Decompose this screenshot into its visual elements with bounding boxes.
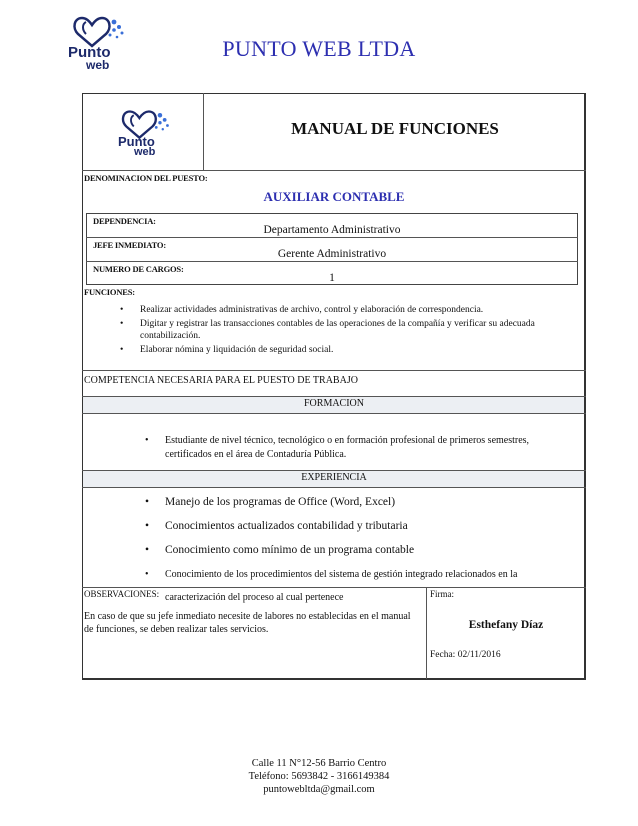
competence-title: COMPETENCIA NECESARIA PARA EL PUESTO DE TRABAJO bbox=[84, 375, 358, 386]
logo-text-2: web bbox=[86, 58, 110, 72]
divider bbox=[82, 587, 586, 588]
experiencia-list bbox=[145, 493, 565, 609]
signature-label: Firma: bbox=[430, 589, 454, 599]
functions-label: FUNCIONES: bbox=[84, 287, 135, 297]
experiencia-item: • Conocimiento de los procedimientos del sistema de gestión integrado relacionados en la caracterización del proceso al cual pertenece bbox=[145, 563, 565, 609]
divider bbox=[86, 237, 578, 238]
function-item: • Realizar actividades administrativas de archivo, control y elaboración de correspondencia. bbox=[120, 304, 582, 316]
observations-text: En caso de que su jefe inmediato necesite de labores no establecidas en el manual de funciones, se deben realizar tales servicios. bbox=[84, 611, 411, 635]
divider bbox=[82, 470, 586, 471]
divider bbox=[82, 170, 586, 171]
divider bbox=[82, 413, 586, 414]
divider bbox=[82, 396, 586, 397]
divider bbox=[82, 487, 586, 488]
position-label: DENOMINACION DEL PUESTO: bbox=[84, 173, 208, 183]
observations-label: OBSERVACIONES: bbox=[84, 589, 160, 599]
obs-divider bbox=[426, 587, 427, 679]
form-logo bbox=[112, 104, 178, 162]
footer-address: Calle 11 N°12-56 Barrio Centro bbox=[251, 758, 387, 769]
footer-phone: Teléfono: 5693842 - 3166149384 bbox=[248, 771, 390, 782]
signature-name: Esthefany Díaz bbox=[468, 619, 544, 631]
formacion-header: FORMACION bbox=[303, 398, 364, 409]
manual-title: MANUAL DE FUNCIONES bbox=[291, 119, 499, 138]
formacion-list bbox=[145, 434, 550, 462]
form-logo-text-1: Punto bbox=[118, 134, 155, 149]
position-value: AUXILIAR CONTABLE bbox=[263, 189, 405, 204]
logo-text-1: Punto bbox=[68, 44, 111, 61]
function-item: • Digitar y registrar las transacciones contables de las operaciones de la compañía y verificar su adecuada contabilización. bbox=[120, 318, 582, 342]
divider bbox=[82, 370, 586, 371]
manager-label: JEFE INMEDIATO: bbox=[93, 240, 166, 250]
functions-list bbox=[120, 304, 582, 356]
experiencia-header: EXPERIENCIA bbox=[301, 472, 367, 483]
function-item: • Elaborar nómina y liquidación de seguridad social. bbox=[120, 344, 582, 356]
manager-value: Gerente Administrativo bbox=[277, 248, 387, 260]
signature-date: Fecha: 02/11/2016 bbox=[430, 650, 501, 660]
dependency-label: DEPENDENCIA: bbox=[93, 216, 156, 226]
divider bbox=[86, 261, 578, 262]
experiencia-item: • Conocimiento como mínimo de un programa contable bbox=[145, 541, 565, 559]
experiencia-item: • Manejo de los programas de Office (Word, Excel) bbox=[145, 493, 565, 511]
footer-email: puntowebltda@gmail.com bbox=[263, 784, 375, 795]
positions-count-value: 1 bbox=[329, 272, 335, 284]
formacion-item: • Estudiante de nivel técnico, tecnológico o en formación profesional de primeros semestres, certificados en el área de Contaduría Pública. bbox=[145, 434, 550, 462]
positions-count-label: NUMERO DE CARGOS: bbox=[93, 264, 184, 274]
header-divider bbox=[203, 93, 204, 171]
company-name: PUNTO WEB LTDA bbox=[222, 36, 416, 61]
experiencia-item: • Conocimientos actualizados contabilidad y tributaria bbox=[145, 517, 565, 535]
dependency-value: Departamento Administrativo bbox=[263, 224, 401, 236]
form-logo-text-2: web bbox=[134, 146, 156, 158]
